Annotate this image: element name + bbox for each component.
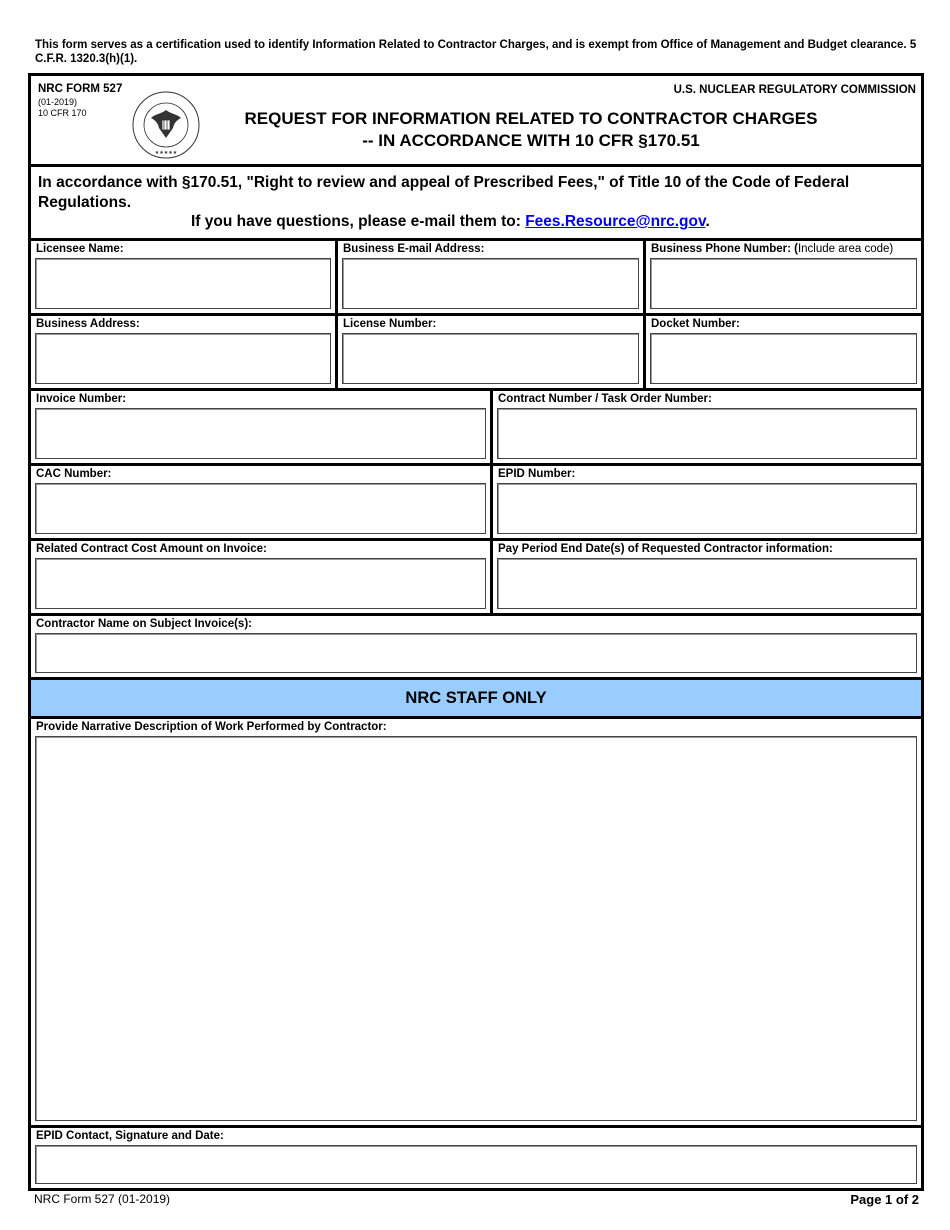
intro-text: In accordance with §170.51, "Right to review and appeal of Prescribed Fees," of Title 10 of the Code of Federal Regulations.	[38, 174, 850, 211]
cac-number-label: CAC Number:	[36, 468, 112, 480]
contract-number-field[interactable]	[497, 408, 917, 459]
page-indicator: Page 1 of 2	[850, 1192, 919, 1207]
form-date: (01-2019)	[38, 97, 78, 107]
invoice-number-field[interactable]	[35, 408, 486, 459]
pay-period-label: Pay Period End Date(s) of Requested Contractor information:	[498, 543, 833, 555]
contractor-name-label: Contractor Name on Subject Invoice(s):	[36, 618, 252, 630]
intro-section	[31, 167, 921, 241]
docket-number-cell	[646, 316, 921, 388]
agency-name: U.S. NUCLEAR REGULATORY COMMISSION	[673, 84, 916, 96]
contractor-name-cell	[31, 616, 921, 677]
business-email-cell	[338, 241, 643, 313]
questions-prefix: If you have questions, please e-mail them to:	[191, 213, 521, 230]
form-container	[28, 73, 924, 1191]
licensee-name-label: Licensee Name:	[36, 243, 124, 255]
licensee-name-cell	[31, 241, 335, 313]
staff-only-banner: NRC STAFF ONLY	[31, 677, 921, 719]
related-cost-cell	[31, 541, 490, 613]
questions-suffix: .	[705, 213, 710, 230]
narrative-cell	[31, 719, 921, 1125]
omb-notice: This form serves as a certification used to identify Information Related to Contractor Charges, and is exempt from Office of Management and Budget clearance. 5 C.F.R. 1320.3(h)(1).	[35, 39, 917, 65]
business-email-label: Business E-mail Address:	[343, 243, 485, 255]
business-address-cell	[31, 316, 335, 388]
divider	[490, 391, 493, 613]
invoice-number-cell	[31, 391, 490, 463]
form-title-line1: REQUEST FOR INFORMATION RELATED TO CONTRACTOR CHARGES	[244, 109, 818, 128]
related-cost-label: Related Contract Cost Amount on Invoice:	[36, 543, 267, 555]
business-phone-field[interactable]	[650, 258, 917, 309]
footer-form-id: NRC Form 527 (01-2019)	[34, 1192, 171, 1206]
cac-number-cell	[31, 466, 490, 538]
business-phone-note: Include area code)	[797, 243, 894, 255]
form-number: NRC FORM 527	[38, 83, 123, 95]
license-number-label: License Number:	[343, 318, 437, 330]
contract-number-label: Contract Number / Task Order Number:	[498, 393, 712, 405]
narrative-field[interactable]	[35, 736, 917, 1121]
business-phone-label	[651, 243, 893, 255]
business-phone-cell	[646, 241, 921, 313]
form-cfr: 10 CFR 170	[38, 108, 87, 118]
licensee-name-field[interactable]	[35, 258, 331, 309]
pay-period-cell	[493, 541, 921, 613]
epid-number-field[interactable]	[497, 483, 917, 534]
license-number-cell	[338, 316, 643, 388]
epid-number-cell	[493, 466, 921, 538]
business-phone-label-text: Business Phone Number: (	[651, 243, 798, 255]
epid-number-label: EPID Number:	[498, 468, 576, 480]
epid-contact-label: EPID Contact, Signature and Date:	[36, 1130, 224, 1142]
divider	[335, 241, 338, 388]
related-cost-field[interactable]	[35, 558, 486, 609]
form-title	[181, 108, 881, 152]
contract-number-cell	[493, 391, 921, 463]
epid-contact-field[interactable]	[35, 1145, 917, 1184]
divider	[643, 241, 646, 388]
docket-number-label: Docket Number:	[651, 318, 740, 330]
license-number-field[interactable]	[342, 333, 639, 384]
form-header	[31, 76, 921, 167]
questions-line	[191, 213, 710, 231]
invoice-number-label: Invoice Number:	[36, 393, 127, 405]
docket-number-field[interactable]	[650, 333, 917, 384]
business-address-field[interactable]	[35, 333, 331, 384]
cac-number-field[interactable]	[35, 483, 486, 534]
narrative-label: Provide Narrative Description of Work Performed by Contractor:	[36, 721, 387, 733]
business-email-field[interactable]	[342, 258, 639, 309]
business-address-label: Business Address:	[36, 318, 140, 330]
pay-period-field[interactable]	[497, 558, 917, 609]
contractor-name-field[interactable]	[35, 633, 917, 673]
fees-email-link[interactable]: Fees.Resource@nrc.gov	[525, 213, 706, 230]
svg-text:★★★★★: ★★★★★	[154, 150, 178, 156]
form-title-line2: -- IN ACCORDANCE WITH 10 CFR §170.51	[362, 131, 700, 150]
epid-contact-cell	[31, 1128, 921, 1188]
